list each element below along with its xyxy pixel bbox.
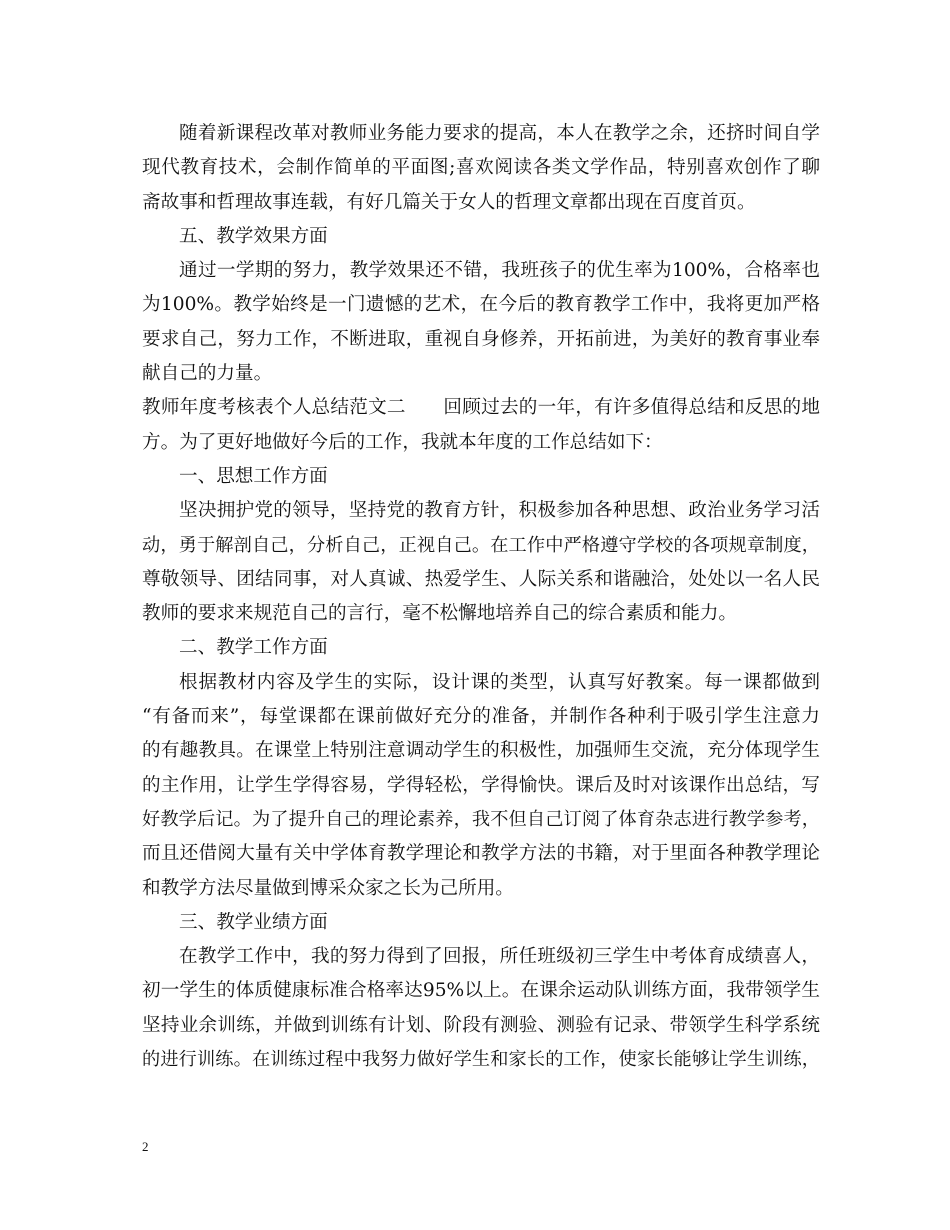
- text-line: 根据教材内容及学生的实际，设计课的类型，认真写好教案。每一课都做到: [179, 671, 820, 693]
- text-line: 斋故事和哲理故事连载，有好几篇关于女人的哲理文章都出现在百度首页。: [142, 191, 756, 213]
- text-line: 三、教学业绩方面: [179, 911, 328, 933]
- text-line: 的有趣教具。在课堂上特别注意调动学生的积极性，加强师生交流，充分体现学生: [142, 740, 820, 762]
- text-line: 和教学方法尽量做到博采众家之长为己所用。: [142, 877, 514, 899]
- text-line: 要求自己，努力工作，不断进取，重视自身修养，开拓前进，为美好的教育事业奉: [142, 328, 820, 350]
- text-line: 方。为了更好地做好今后的工作，我就本年度的工作总结如下：: [142, 431, 663, 453]
- text-line: 动，勇于解剖自己，分析自己，正视自己。在工作中严格遵守学校的各项规章制度，: [142, 534, 820, 556]
- text-line: 随着新课程改革对教师业务能力要求的提高，本人在教学之余，还挤时间自学: [179, 123, 820, 144]
- text-line: 坚决拥护党的领导，坚持党的教育方针，积极参加各种思想、政治业务学习活: [179, 500, 820, 522]
- text-line: 而且还借阅大量有关中学体育教学理论和教学方法的书籍，对于里面各种教学理论: [142, 843, 820, 865]
- text-line: 坚持业余训练，并做到训练有计划、阶段有测验、测验有记录、带领学生科学系统: [142, 1014, 820, 1036]
- text-line: 教师的要求来规范自己的言行，毫不松懈地培养自己的综合素质和能力。: [142, 603, 738, 625]
- text-line: 二、教学工作方面: [179, 637, 328, 659]
- text-line: 的进行训练。在训练过程中我努力做好学生和家长的工作，使家长能够让学生训练，: [142, 1049, 820, 1071]
- text-line: 为100%。教学始终是一门遗憾的艺术，在今后的教育教学工作中，我将更加严格: [142, 294, 820, 316]
- text-line: 一、思想工作方面: [179, 465, 328, 487]
- text-line: 在教学工作中，我的努力得到了回报，所任班级初三学生中考体育成绩喜人，: [179, 946, 820, 968]
- text-line: 通过一学期的努力，教学效果还不错，我班孩子的优生率为100%，合格率也: [179, 260, 820, 282]
- page-number: 2: [142, 1139, 149, 1154]
- text-line: 现代教育技术，会制作简单的平面图;喜欢阅读各类文学作品，特别喜欢创作了聊: [142, 157, 820, 179]
- text-line: 献自己的力量。: [142, 363, 273, 385]
- text-line: 好教学后记。为了提升自己的理论素养，我不但自己订阅了体育杂志进行教学参考，: [142, 808, 820, 830]
- text-line: 教师年度考核表个人总结范文二 回顾过去的一年，有许多值得总结和反思的地: [142, 397, 820, 419]
- text-line: 五、教学效果方面: [179, 225, 328, 247]
- text-line: 的主作用，让学生学得容易，学得轻松，学得愉快。课后及时对该课作出总结，写: [142, 774, 820, 796]
- text-line: “有备而来”，每堂课都在课前做好充分的准备，并制作各种利于吸引学生注意力: [142, 706, 820, 728]
- text-line: 尊敬领导、团结同事，对人真诚、热爱学生、人际关系和谐融洽，处处以一名人民: [142, 568, 820, 590]
- document-body: [142, 117, 820, 1077]
- text-line: 初一学生的体质健康标准合格率达95%以上。在课余运动队训练方面，我带领学生: [142, 980, 820, 1002]
